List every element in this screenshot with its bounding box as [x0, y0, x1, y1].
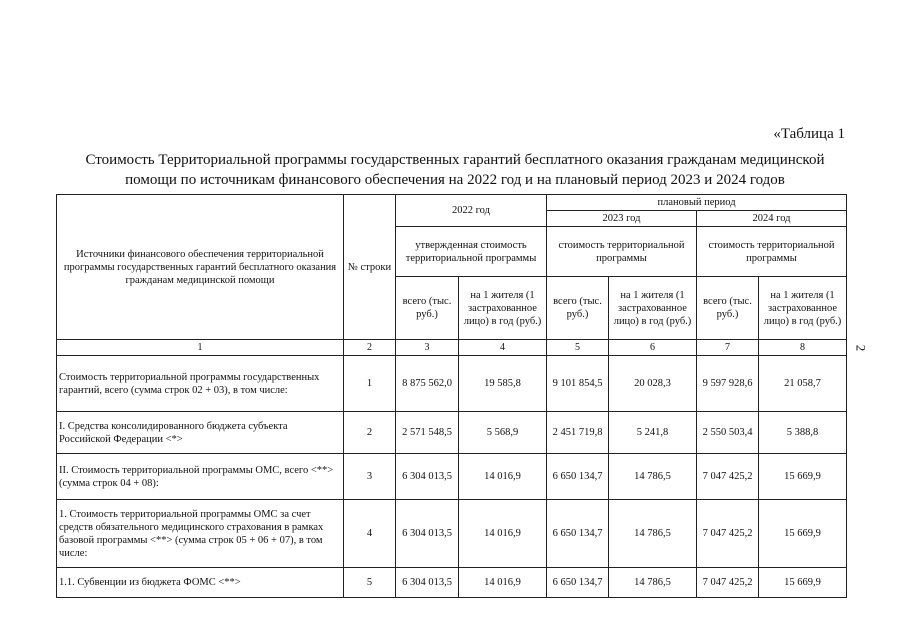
total-2022-cell: 2 571 548,5	[396, 412, 459, 454]
header-year-2023: 2023 год	[547, 211, 697, 227]
table-row	[57, 454, 847, 500]
per-resident-2023-cell: 20 028,3	[609, 356, 697, 412]
header-cost-2024: стоимость территориальной программы	[697, 227, 847, 277]
source-cell: 1.1. Субвенции из бюджета ФОМС <**>	[57, 568, 344, 598]
header-year-2024: 2024 год	[697, 211, 847, 227]
per-resident-2023-cell: 14 786,5	[609, 500, 697, 568]
total-2024-cell: 7 047 425,2	[697, 568, 759, 598]
total-2022-cell: 8 875 562,0	[396, 356, 459, 412]
per-resident-2022-cell: 19 585,8	[459, 356, 547, 412]
title-line-2: помощи по источникам финансового обеспечения на 2022 год и на плановый период 2023 и 2024 годов	[125, 172, 785, 188]
total-2024-cell: 9 597 928,6	[697, 356, 759, 412]
total-2023-cell: 2 451 719,8	[547, 412, 609, 454]
source-cell: I. Средства консолидированного бюджета субъекта Российской Федерации <*>	[57, 412, 344, 454]
table-caption: «Таблица 1	[773, 126, 845, 142]
header-source: Источники финансового обеспечения территориальной программы государственных гарантий бесплатного оказания гражданам медицинской помощи	[57, 195, 344, 340]
header-total-2024: всего (тыс. руб.)	[697, 277, 759, 340]
per-resident-2023-cell: 14 786,5	[609, 454, 697, 500]
table-row	[57, 500, 847, 568]
per-resident-2022-cell: 5 568,9	[459, 412, 547, 454]
per-resident-2023-cell: 14 786,5	[609, 568, 697, 598]
row-number-cell: 4	[344, 500, 396, 568]
header-approved-cost-2022: утвержденная стоимость территориальной программы	[396, 227, 547, 277]
column-number: 4	[459, 340, 547, 356]
row-number-cell: 1	[344, 356, 396, 412]
table-row	[57, 568, 847, 598]
column-number: 5	[547, 340, 609, 356]
header-planned-period: плановый период	[547, 195, 847, 211]
document-title	[40, 150, 870, 190]
total-2024-cell: 2 550 503,4	[697, 412, 759, 454]
per-resident-2022-cell: 14 016,9	[459, 500, 547, 568]
column-number: 2	[344, 340, 396, 356]
cost-table	[56, 194, 847, 598]
per-resident-2024-cell: 5 388,8	[759, 412, 847, 454]
per-resident-2024-cell: 21 058,7	[759, 356, 847, 412]
total-2023-cell: 6 650 134,7	[547, 500, 609, 568]
total-2024-cell: 7 047 425,2	[697, 500, 759, 568]
header-row-number: № строки	[344, 195, 396, 340]
header-cost-2023: стоимость территориальной программы	[547, 227, 697, 277]
header-total-2023: всего (тыс. руб.)	[547, 277, 609, 340]
column-number: 8	[759, 340, 847, 356]
total-2023-cell: 6 650 134,7	[547, 568, 609, 598]
per-resident-2022-cell: 14 016,9	[459, 568, 547, 598]
table-row	[57, 356, 847, 412]
per-resident-2023-cell: 5 241,8	[609, 412, 697, 454]
page-number: 2	[853, 344, 869, 352]
header-year-2022: 2022 год	[396, 195, 547, 227]
column-number: 1	[57, 340, 344, 356]
total-2022-cell: 6 304 013,5	[396, 568, 459, 598]
row-number-cell: 2	[344, 412, 396, 454]
title-line-1: Стоимость Территориальной программы государственных гарантий бесплатного оказания гражданам медицинской	[85, 152, 825, 168]
row-number-cell: 3	[344, 454, 396, 500]
per-resident-2024-cell: 15 669,9	[759, 568, 847, 598]
source-cell: II. Стоимость территориальной программы ОМС, всего <**> (сумма строк 04 + 08):	[57, 454, 344, 500]
total-2024-cell: 7 047 425,2	[697, 454, 759, 500]
per-resident-2022-cell: 14 016,9	[459, 454, 547, 500]
table-row	[57, 412, 847, 454]
total-2022-cell: 6 304 013,5	[396, 500, 459, 568]
row-number-cell: 5	[344, 568, 396, 598]
header-total-2022: всего (тыс. руб.)	[396, 277, 459, 340]
total-2023-cell: 9 101 854,5	[547, 356, 609, 412]
source-cell: Стоимость территориальной программы государственных гарантий, всего (сумма строк 02 + 03), в том числе:	[57, 356, 344, 412]
per-resident-2024-cell: 15 669,9	[759, 500, 847, 568]
header-per-resident-2024: на 1 жителя (1 застрахованное лицо) в год (руб.)	[759, 277, 847, 340]
column-number: 7	[697, 340, 759, 356]
per-resident-2024-cell: 15 669,9	[759, 454, 847, 500]
total-2022-cell: 6 304 013,5	[396, 454, 459, 500]
column-number: 6	[609, 340, 697, 356]
header-per-resident-2022: на 1 жителя (1 застрахованное лицо) в год (руб.)	[459, 277, 547, 340]
total-2023-cell: 6 650 134,7	[547, 454, 609, 500]
header-per-resident-2023: на 1 жителя (1 застрахованное лицо) в год (руб.)	[609, 277, 697, 340]
source-cell: 1. Стоимость территориальной программы ОМС за счет средств обязательного медицинского страхования в рамках базовой программы <**> (сумма строк 05 + 06 + 07), в том числе:	[57, 500, 344, 568]
column-number: 3	[396, 340, 459, 356]
